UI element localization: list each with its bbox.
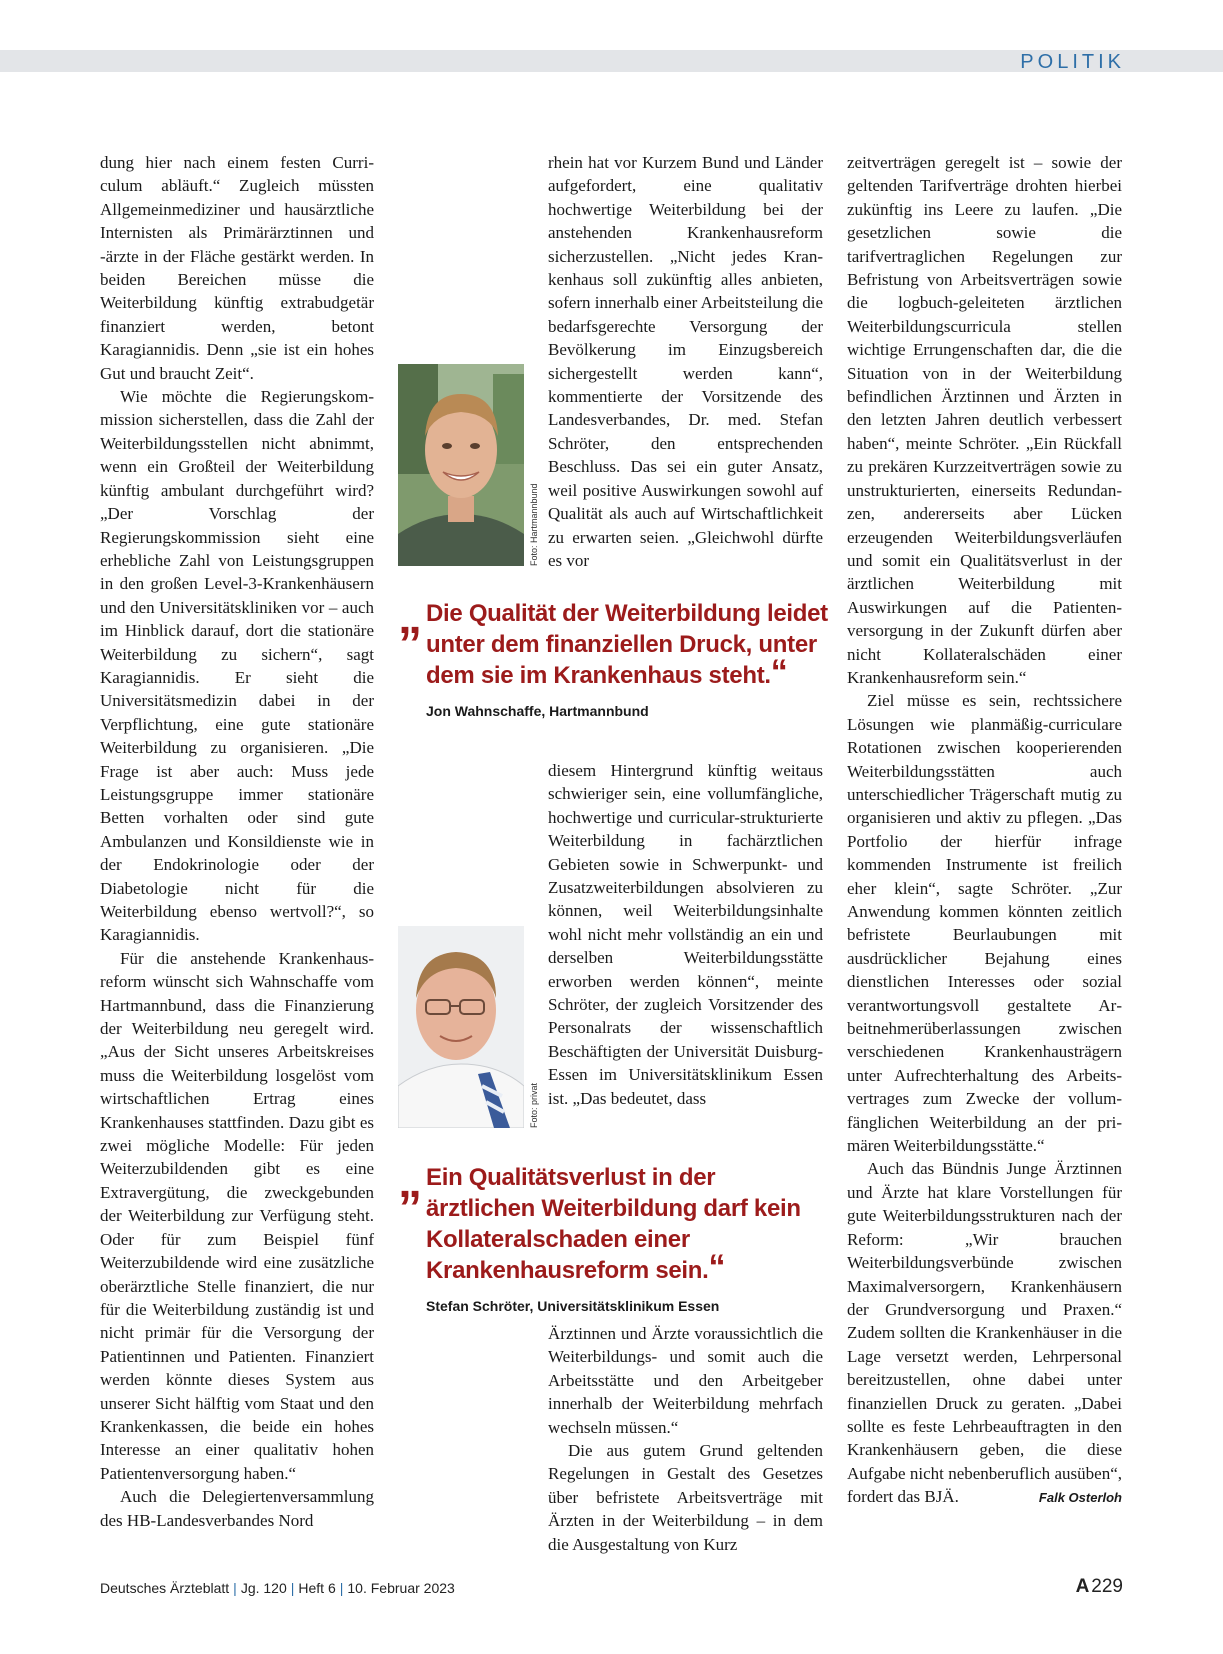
- quote-text: Ein Qualitätsverlust in der ärztlichen Weiterbildung darf kein Kollateralschaden einer Krankenhausreform sein.: [426, 1164, 801, 1284]
- quote-close-mark: “: [770, 653, 788, 691]
- issue-date: 10. Februar 2023: [347, 1580, 455, 1596]
- journal-name: Deutsches Ärzteblatt: [100, 1580, 230, 1596]
- quote-close-mark: “: [708, 1248, 726, 1286]
- paragraph: zeitverträgen geregelt ist – sowie der geltenden Tarifverträge drohten hierbei zukünftig ins Leere zu laufen. „Die gesetzlichen sowie die tarifvertraglichen Regelungen zur Befristung von Arbeitsverträgen sowie die logbuch-geleiteten ärztlichen Weiterbildungscurricula stellen wichtige Errungenschaften dar, die die Situation von in der Weiterbildung befindlichen Ärztinnen und Ärzten in den letzten Jahren deutlich verbessert haben“, meinte Schröter. „Ein Rückfall zu prekären Kurzzeitverträgen sowie zu unstrukturierten, einerseits Redundanzen, andererseits aber Lücken erzeugenden Weiterbildungsverläufen und somit ein Qualitätsverlust in der ärztlichen Weiterbildung mit Auswirkungen auf die Patientenversorgung in der Zukunft dürfen aber nicht Kollateralschäden einer Krankenhausreform sein.“: [847, 153, 1122, 687]
- paragraph: rhein hat vor Kurzem Bund und Länder aufgefordert, eine qualitativ hochwertige Weiterbildung bei der anstehenden Krankenhausreform sicherzustellen. „Nicht jedes Krankenhaus soll zukünftig alles anbieten, sofern innerhalb einer Arbeitsteilung die bedarfsgerechte Versorgung der Bevölkerung im Einzugsbereich sichergestellt werden kann“, kommentierte der Vorsitzende des Landesverbandes, Dr. med. Stefan Schröter, den entsprechenden Beschluss. Das sei ein guter Ansatz, weil positive Auswirkungen sowohl auf Qualität als auch auf Wirtschaftlichkeit zu erwarten seien. „Gleichwohl dürfte es vor: [548, 153, 823, 570]
- pull-quote: [398, 1155, 828, 1314]
- quote-open-mark: „: [398, 591, 422, 644]
- column-3: [847, 151, 1122, 1509]
- paragraph: Für die anstehende Krankenhausreform wünscht sich Wahnschaffe vom Hartmannbund, dass die Finanzierung der Weiterbildung neu geregelt wird. „Aus der Sicht unseres Arbeitskreises muss die Weiterbildung losgelöst vom wirtschaftlichen Ertrag eines Krankenhauses stattfinden. Dazu gibt es zwei mögliche Modelle: Für jeden Weiterzubildenden gibt es eine Extravergütung, die zweckgebunden der Weiterbildung zur Verfügung steht. Oder für zum Beispiel fünf Weiterzubildende wird eine zusätzliche oberärztliche Stelle finanziert, die nur für die Weiterbildung zuständig ist und nicht primär für die Versorgung der Patientinnen und Patienten. Finanziert werden könnte dieses System aus unserer Sicht hälftig vom Staat und den Krankenkassen, die beide ein hohes Interesse an einer qualitativ hohen Patientenversorgung haben.“: [100, 948, 374, 1483]
- quote-source: Jon Wahnschaffe, Hartmannbund: [426, 703, 649, 719]
- quote-text-wrapper: [426, 598, 828, 691]
- page-prefix: A: [1075, 1576, 1090, 1597]
- photo-credit: Foto: Hartmannbund: [529, 483, 539, 566]
- section-label: POLITIK: [1020, 51, 1125, 73]
- paragraph: Wie möchte die Regierungskommission sicherstellen, dass die Zahl der Weiterbildungsstellen nicht abnimmt, wenn ein Großteil der Weiterbildung künftig ambulant durchgeführt wird? „Der Vorschlag der Regierungskommission sieht eine erhebliche Zahl von Leistungsgruppen in den großen Level-3-Krankenhäusern und den Universitätskliniken vor – auch im Hinblick darauf, dort die stationäre Weiterbildung zu sichern“, sagt Karagiannidis. Er sieht die Universitätsmedizin dabei in der Verpflichtung, eine gute stationäre Weiterbildung zu organisieren. „Die Frage ist aber auch: Muss jede Leistungsgruppe immer stationäre Betten vorhalten oder sind gute Ambulanzen und Konsildienste wie in der Endokrinologie oder der Diabetologie nicht für die Weiterbildung ebenso wertvoll?“, so Karagiannidis.: [100, 387, 374, 945]
- portrait-photo-schroeter: [398, 926, 524, 1128]
- article-author: Falk Osterloh: [1038, 1489, 1122, 1505]
- column-1: [100, 151, 374, 1532]
- footer-separator: |: [339, 1580, 344, 1596]
- quote-source: Stefan Schröter, Universitätsklinikum Essen: [426, 1298, 720, 1314]
- quote-text-wrapper: [426, 1162, 828, 1286]
- paragraph: dung hier nach einem festen Curriculum abläuft.“ Zugleich müssten Allgemeinmediziner und hausärztliche Internisten als Primärärztinnen und -ärzte in der Fläche gestärkt werden. In beiden Bereichen müsse die Weiterbildung künftig extrabudgetär finanziert werden, betont Karagiannidis. Denn „sie ist ein hohes Gut und braucht Zeit“.: [100, 153, 374, 383]
- paragraph: Ziel müsse es sein, rechtssichere Lösungen wie planmäßig-curriculare Rotationen zwischen kooperierenden Weiterbildungsstätten auch unterschiedlicher Trägerschaft mutig zu organisieren und aktiv zu pflegen. „Das Portfolio der hierfür infrage kommenden Instrumente ist freilich eher klein“, sagte Schröter. „Zur Anwendung kommen könnten zeitlich befristete Beurlaubungen mit ausdrücklicher Bejahung eines dienstlichen Interesses oder sozial verantwortungsvoll gestaltete Arbeitnehmerüberlassungen zwischen verschiedenen Krankenhausträgern unter Aufrechterhaltung des Arbeitsvertrages zum Zwecke der vollumfänglichen Weiterbildung an der primären Weiterbildungsstätte.“: [847, 691, 1122, 1156]
- column-2-bottom: [548, 1322, 823, 1556]
- photo-credit: Foto: privat: [529, 1082, 539, 1128]
- portrait-photo-wahnschaffe: [398, 364, 524, 566]
- page-number: [1076, 1576, 1123, 1598]
- journal-issue: Heft 6: [298, 1580, 336, 1596]
- page-footer: [100, 1580, 455, 1596]
- paragraph: Auch die Delegiertenversammlung des HB-Landesverbandes Nord: [100, 1487, 374, 1530]
- quote-open-mark: „: [398, 1155, 422, 1208]
- footer-separator: |: [233, 1580, 237, 1596]
- paragraph: diesem Hintergrund künftig weitaus schwieriger sein, eine vollumfängliche, hochwertige und curricular-strukturierte Weiterbildung in fachärztlichen Gebieten sowie in Schwerpunkt- und Zusatzweiterbildungen absolvieren zu können, weil Weiterbildungsinhalte wohl nicht mehr vollständig an ein und derselben Weiterbildungsstätte erworben werden können“, meinte Schröter, der zugleich Vorsitzender des Personalrats der wissenschaftlich Beschäftigten der Universität Duisburg-Essen im Universitätsklinikum Essen ist. „Das bedeutet, dass: [548, 761, 823, 1108]
- journal-volume: Jg. 120: [240, 1580, 287, 1596]
- page-number-value: 229: [1091, 1576, 1123, 1597]
- paragraph: Auch das Bündnis Junge Ärztinnen und Ärzte hat klare Vorstellungen für gute Weiterbildungsstrukturen nach der Reform: „Wir brauchen Weiterbildungsverbünde zwischen Maximalversorgern, Krankenhäusern der Grundversorgung und Praxen.“ Zudem sollten die Krankenhäuser in die Lage versetzt werden, Lehrpersonal bereitzustellen, ohne dabei unter finanziellen Druck zu geraten. „Dabei sollte es feste Lehrbeauftragten in den Krankenhäusern geben, die diese Aufgabe nicht nebenberuflich ausüben“, fordert das BJÄ.: [847, 1159, 1122, 1507]
- paragraph: Die aus gutem Grund geltenden Regelungen in Gestalt des Gesetzes über befristete Arbeitsverträge mit Ärzten in der Weiterbildung – in dem die Ausgestaltung von Kurz: [548, 1441, 823, 1554]
- column-2-middle: [548, 759, 823, 1110]
- footer-separator: |: [290, 1580, 295, 1596]
- quote-text: Die Qualität der Weiterbildung leidet unter dem finanziellen Druck, unter dem sie im Krankenhaus steht.: [426, 600, 828, 689]
- column-2-top: [548, 151, 823, 572]
- pull-quote: [398, 591, 828, 719]
- paragraph: Ärztinnen und Ärzte voraussichtlich die Weiterbildungs- und somit auch die Arbeitsstätte und den Arbeitgeber innerhalb der Weiterbildung mehrfach wechseln müssen.“: [548, 1324, 823, 1437]
